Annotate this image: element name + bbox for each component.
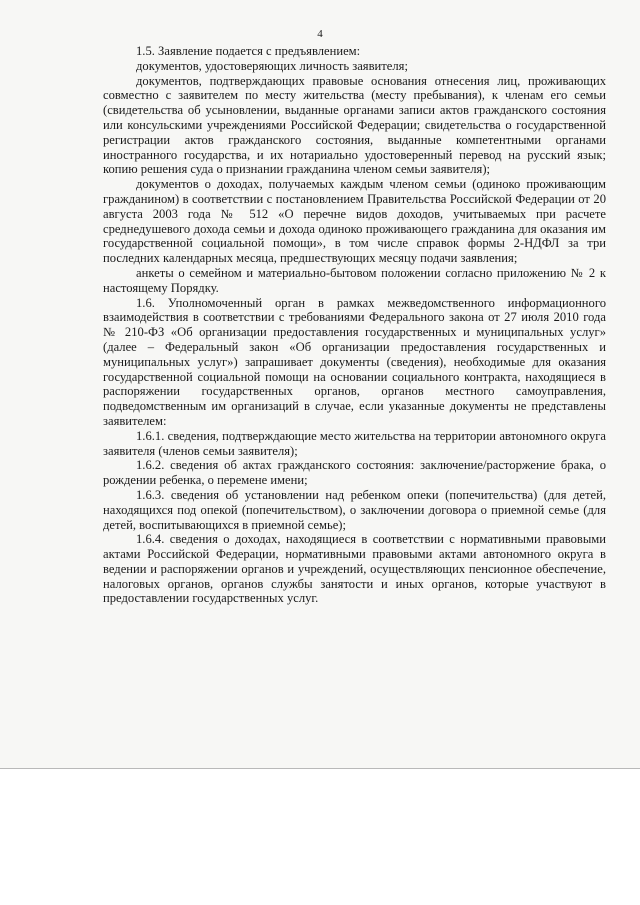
paragraph-1-6-4: 1.6.4. сведения о доходах, находящиеся в соответствии с нормативными правовыми актами Российской Федерации, нормативными правовыми актами автономного округа в ведении и распоряжении органов и учреждений, осуществляющих пенсионное обеспечение, налоговых органов, органов службы занятости и иных органов, которые участвуют в предоставлении государственных услуг.: [103, 532, 606, 606]
paragraph-questionnaire: анкеты о семейном и материально-бытовом положении согласно приложению № 2 к настоящему Порядку.: [103, 265, 606, 295]
paragraph-identity-documents: документов, удостоверяющих личность заявителя;: [136, 58, 408, 73]
paragraph-family-documents: документов, подтверждающих правовые основания отнесения лиц, проживающих совместно с заявителем по месту жительства (месту пребывания), к членам его семьи (свидетельства об усыновлении, выданные органами записи актов гражданского состояния или консульскими учреждениями Российской Федерации; свидетельства о государственной регистрации актов гражданского состояния, выданные компетентными органами иностранного государства, и их нотариально удостоверенный перевод на русский язык; копию решения суда о признании гражданина членом семьи заявителя);: [103, 73, 606, 177]
paragraph-1-6: 1.6. Уполномоченный орган в рамках межведомственного информационного взаимодействия в соответствии с требованиями Федерального закона от 27 июля 2010 года № 210-ФЗ «Об организации предоставления государственных и муниципальных услуг» (далее – Федеральный закон «Об организации предоставления государственных и муниципальных услуг») запрашивает документы (сведения), необходимые для оказания государственной социальной помощи на основании социального контракта, находящиеся в распоряжении государственных органов, органов местного самоуправления, подведомственным им организаций в случае, если указанные документы не представлены заявителем:: [103, 295, 606, 428]
paragraph-1-6-1: 1.6.1. сведения, подтверждающие место жительства на территории автономного округа заявителя (членов семьи заявителя);: [103, 428, 606, 458]
paragraph-1-6-2: 1.6.2. сведения об актах гражданского состояния: заключение/расторжение брака, о рождении ребенка, о перемене имени;: [103, 458, 606, 488]
paragraph-1-6-3: 1.6.3. сведения об установлении над ребенком опеки (попечительства) (для детей, находящихся под опекой (попечительством), о заключении договора о приемной семье (для детей, воспитывающихся в приемной семье);: [103, 487, 606, 532]
blank-area: [0, 769, 640, 905]
page-number: 4: [317, 28, 323, 40]
document-body: [103, 44, 606, 606]
paragraph-1-5: 1.5. Заявление подается с предъявлением:: [136, 44, 361, 58]
paragraph-income-documents: документов о доходах, получаемых каждым членом семьи (одиноко проживающим гражданином) в соответствии с постановлением Правительства Российской Федерации от 20 августа 2003 года № 512 «О перечне видов доходов, учитываемых при расчете среднедушевого дохода семьи и дохода одиноко проживающего гражданина для оказания им государственной социальной помощи», в том числе справок формы 2-НДФЛ за три последних календарных месяца, предшествующих месяцу подачи заявления;: [103, 177, 606, 266]
